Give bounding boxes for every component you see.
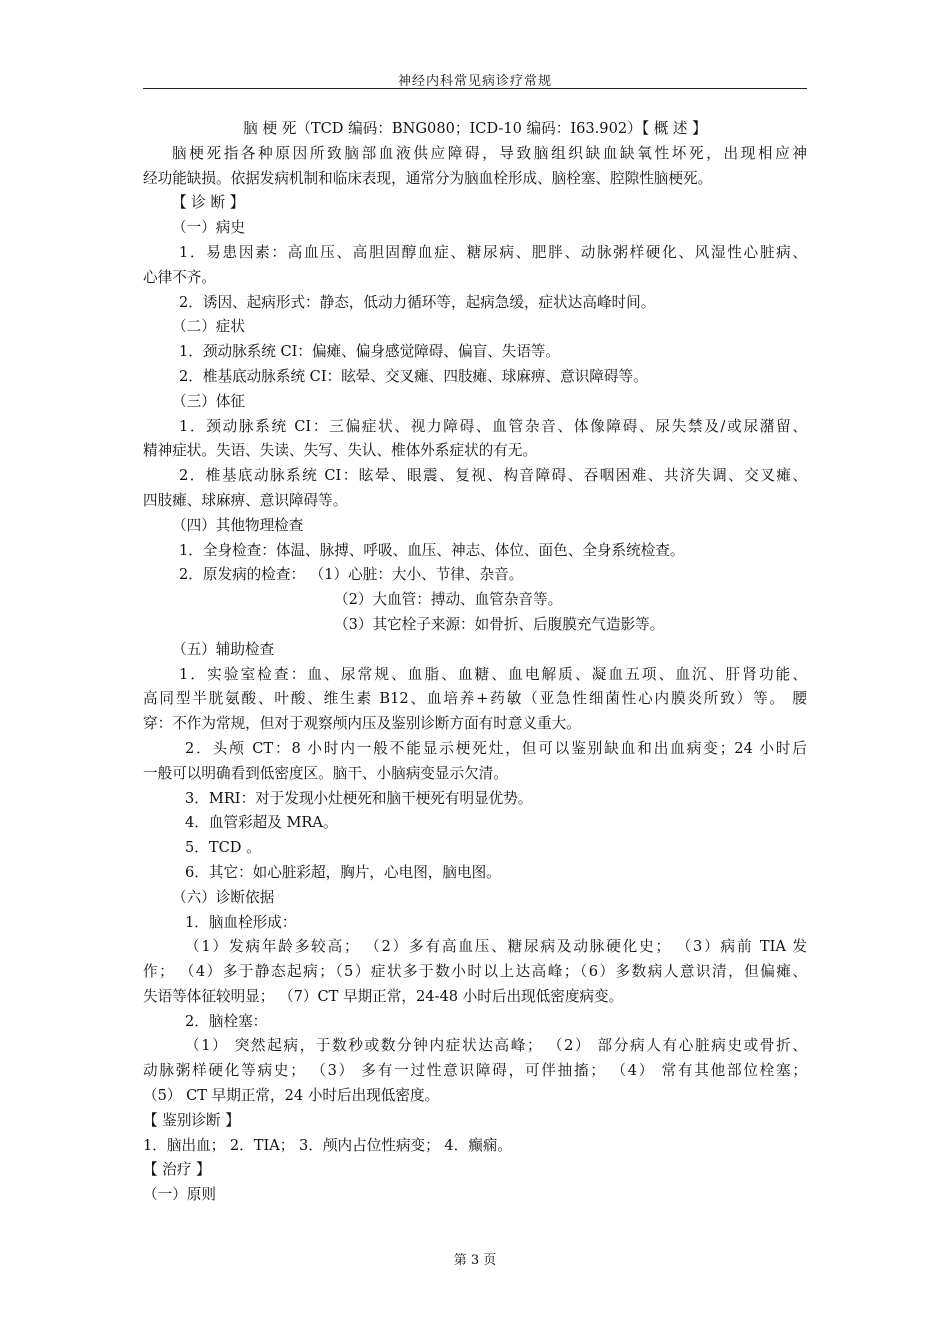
physical-subitem: （3）其它栓子来源：如骨折、后腹膜充气造影等。 — [334, 615, 665, 633]
aux-item: 高同型半胱氨酸、叶酸、维生素 B12、血培养+药敏（亚急性细菌性心内膜炎所致）等。 腰 — [143, 690, 807, 708]
overview-line: 脑梗死指各种原因所致脑部血液供应障碍，导致脑组织缺血缺氧性坏死，出现相应神 — [172, 144, 807, 162]
subheading-history: （一）病史 — [172, 219, 245, 237]
overview-line: 经功能缺损。依据发病机制和临床表现，通常分为脑血栓形成、脑栓塞、腔隙性脑梗死。 — [143, 169, 713, 187]
basis-item: （1）发病年龄多较高； （2）多有高血压、糖尿病及动脉硬化史； （3）病前 TIA 发 — [185, 938, 807, 956]
document-body — [143, 117, 807, 1208]
subheading-signs: （三）体征 — [172, 392, 245, 410]
aux-item: 4．血管彩超及 MRA。 — [185, 814, 338, 832]
basis-item: 动脉粥样硬化等病史； （3） 多有一过性意识障碍，可伴抽搐； （4） 常有其他部位栓塞； — [143, 1062, 807, 1080]
subheading-auxiliary: （五）辅助检查 — [172, 640, 275, 658]
history-item: 2．诱因、起病形式：静态，低动力循环等，起病急缓，症状达高峰时间。 — [179, 293, 656, 311]
section-heading-treatment: 【 治疗 】 — [143, 1161, 211, 1179]
aux-item: 2．头颅 CT：8 小时内一般不能显示梗死灶，但可以鉴别缺血和出血病变；24 小时后 — [185, 739, 807, 757]
symptom-item: 2．椎基底动脉系统 CI：眩晕、交叉瘫、四肢瘫、球麻痹、意识障碍等。 — [179, 367, 648, 385]
aux-item: 3．MRI：对于发现小灶梗死和脑干梗死有明显优势。 — [185, 789, 533, 807]
page-header: 神经内科常见病诊疗常规 — [397, 74, 552, 89]
differential-items: 1．脑出血； 2．TIA； 3．颅内占位性病变； 4．癫痫。 — [143, 1136, 512, 1154]
physical-item: 2．原发病的检查： （1）心脏：大小、节律、杂音。 — [179, 566, 524, 584]
sign-item: 精神症状。失语、失读、失写、失认、椎体外系症状的有无。 — [143, 442, 538, 460]
basis-item: （5） CT 早期正常，24 小时后出现低密度。 — [143, 1087, 440, 1105]
subheading-symptoms: （二）症状 — [172, 318, 245, 336]
page-number: 第 3 页 — [453, 1253, 497, 1268]
history-item: 心律不齐。 — [143, 268, 216, 286]
basis-title: 2．脑栓塞： — [185, 1012, 268, 1030]
physical-item: 1．全身检查：体温、脉搏、呼吸、血压、神志、体位、面色、全身系统检查。 — [179, 541, 685, 559]
aux-item: 一般可以明确看到低密度区。脑干、小脑病变显示欠清。 — [143, 764, 508, 782]
section-heading-differential: 【 鉴别诊断 】 — [143, 1111, 240, 1129]
document-title: 脑 梗 死（TCD 编码：BNG080；ICD-10 编码：I63.902）【 概 述 】 — [243, 120, 707, 137]
section-heading-diagnosis: 【 诊 断 】 — [172, 194, 245, 212]
basis-item: 失语等体征较明显； （7）CT 早期正常，24-48 小时后出现低密度病变。 — [143, 987, 624, 1005]
basis-title: 1．脑血栓形成： — [185, 913, 297, 931]
symptom-item: 1．颈动脉系统 CI：偏瘫、偏身感觉障碍、偏盲、失语等。 — [179, 343, 561, 361]
aux-item: 穿：不作为常规，但对于观察颅内压及鉴别诊断方面有时意义重大。 — [143, 715, 581, 733]
aux-item: 6．其它：如心脏彩超，胸片，心电图，脑电图。 — [185, 863, 501, 881]
sign-item: 四肢瘫、球麻痹、意识障碍等。 — [143, 491, 348, 509]
history-item: 1．易患因素：高血压、高胆固醇血症、糖尿病、肥胖、动脉粥样硬化、风湿性心脏病、 — [179, 243, 807, 261]
basis-item: （1） 突然起病，于数秒或数分钟内症状达高峰； （2） 部分病人有心脏病史或骨折、 — [185, 1037, 807, 1055]
subheading-principle: （一）原则 — [143, 1186, 216, 1204]
aux-item: 5．TCD 。 — [185, 839, 261, 857]
aux-item: 1．实验室检查：血、尿常规、血脂、血糖、血电解质、凝血五项、血沉、肝肾功能、 — [179, 665, 807, 683]
subheading-basis: （六）诊断依据 — [172, 888, 275, 906]
sign-item: 1．颈动脉系统 CI：三偏症状、视力障碍、血管杂音、体像障碍、尿失禁及/或尿潴留、 — [179, 417, 807, 435]
header-rule — [143, 88, 807, 89]
physical-subitem: （2）大血管：搏动、血管杂音等。 — [334, 591, 563, 609]
basis-item: 作； （4）多于静态起病；（5）症状多于数小时以上达高峰；（6）多数病人意识清，但偏瘫、 — [143, 963, 807, 981]
subheading-physical: （四）其他物理检查 — [172, 516, 304, 534]
sign-item: 2．椎基底动脉系统 CI：眩晕、眼震、复视、构音障碍、吞咽困难、共济失调、交叉瘫、 — [179, 467, 807, 485]
